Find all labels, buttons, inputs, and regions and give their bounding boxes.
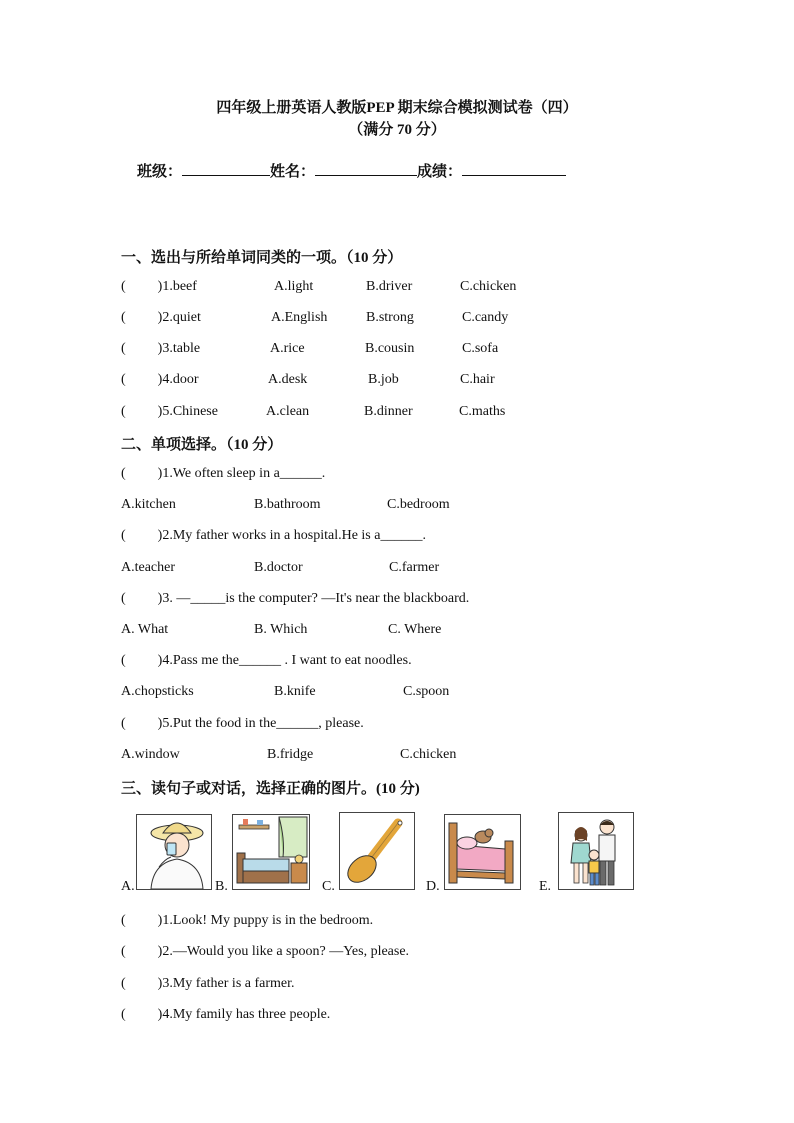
s2-q3 [121,591,469,607]
option-b[interactable]: B. Which [254,622,308,637]
answer-paren-close: ) [157,913,163,928]
answer-paren-open[interactable]: ( [121,653,126,668]
question-word: 4.door [162,372,199,387]
name-label: 姓名： [270,164,316,180]
s3-q3 [121,976,295,992]
answer-paren-close: ) [157,944,163,959]
s1-q2 [121,310,201,326]
option-b[interactable]: B.knife [274,684,316,699]
picture-spoon[interactable] [339,812,415,890]
option-a[interactable]: A. What [121,622,169,637]
s2-q1 [121,466,325,482]
s2-q4 [121,653,412,669]
option-a[interactable]: A.rice [270,341,305,356]
bedroom-icon [233,815,309,889]
score-label: 成绩： [417,164,463,180]
answer-paren-open[interactable]: ( [121,404,126,419]
section3-heading: 三、读句子或对话，选择正确的图片。(10 分) [121,781,420,797]
answer-paren-open[interactable]: ( [121,310,126,325]
option-c[interactable]: C.maths [459,404,506,419]
option-c[interactable]: C.spoon [403,684,450,699]
family-of-three-icon [559,813,633,889]
s1-q1 [121,279,197,295]
question-word: 5.Chinese [162,404,218,419]
question-text: 1.Look! My puppy is in the bedroom. [162,913,374,928]
picture-label-d: D. [426,879,440,894]
option-b[interactable]: B.job [368,372,399,387]
option-c[interactable]: C.bedroom [387,497,450,512]
answer-paren-open[interactable]: ( [121,913,126,928]
answer-paren-close: ) [157,372,163,387]
option-c[interactable]: C.chicken [400,747,457,762]
question-text: 5.Put the food in the______, please. [162,716,364,731]
option-c[interactable]: C.sofa [462,341,499,356]
class-blank[interactable] [182,161,270,176]
option-a[interactable]: A.desk [268,372,308,387]
option-a[interactable]: A.English [271,310,328,325]
full-score: （满分 70 分） [348,122,446,138]
s1-q3 [121,341,200,357]
option-b[interactable]: B.bathroom [254,497,321,512]
answer-paren-open[interactable]: ( [121,372,126,387]
option-a[interactable]: A.kitchen [121,497,176,512]
answer-paren-close: ) [157,279,163,294]
answer-paren-open[interactable]: ( [121,944,126,959]
spoon-icon [340,813,414,889]
s3-q4 [121,1007,330,1023]
score-blank[interactable] [462,161,566,176]
s2-q2 [121,528,426,544]
option-a[interactable]: A.light [274,279,314,294]
picture-label-a: A. [121,879,135,894]
answer-paren-open[interactable]: ( [121,528,126,543]
picture-label-e: E. [539,879,552,894]
option-c[interactable]: C.chicken [460,279,517,294]
answer-paren-close: ) [157,716,163,731]
s3-q1 [121,913,373,929]
option-c[interactable]: C.candy [462,310,509,325]
answer-paren-open[interactable]: ( [121,976,126,991]
answer-paren-close: ) [157,1007,163,1022]
section1-heading: 一、选出与所给单词同类的一项。（10 分） [121,250,403,266]
section2-heading: 二、单项选择。（10 分） [121,437,283,453]
s1-q4 [121,372,199,388]
question-text: 3. —_____is the computer? —It's near the blackboard. [162,591,470,606]
student-info-row [137,160,566,181]
option-c[interactable]: C.hair [460,372,495,387]
picture-label-c: C. [322,879,335,894]
answer-paren-close: ) [157,653,163,668]
answer-paren-open[interactable]: ( [121,466,126,481]
page-title: 四年级上册英语人教版PEP 期末综合模拟测试卷（四） [216,100,578,116]
question-text: 4.Pass me the______ . I want to eat noodles. [162,653,412,668]
option-b[interactable]: B.dinner [364,404,413,419]
answer-paren-close: ) [157,404,163,419]
answer-paren-close: ) [157,528,163,543]
question-text: 4.My family has three people. [162,1007,331,1022]
question-text: 1.We often sleep in a______. [162,466,326,481]
answer-paren-close: ) [157,466,163,481]
option-a[interactable]: A.clean [266,404,310,419]
bed-with-puppy-icon [445,815,520,889]
question-text: 3.My father is a farmer. [162,976,295,991]
answer-paren-open[interactable]: ( [121,716,126,731]
option-a[interactable]: A.chopsticks [121,684,194,699]
picture-family[interactable] [558,812,634,890]
s1-q5 [121,404,218,420]
farmer-drinking-icon [137,815,211,889]
option-a[interactable]: A.teacher [121,560,176,575]
question-word: 3.table [162,341,201,356]
answer-paren-close: ) [157,310,163,325]
picture-label-b: B. [215,879,228,894]
question-word: 1.beef [162,279,197,294]
question-text: 2.My father works in a hospital.He is a______. [162,528,426,543]
option-b[interactable]: B.doctor [254,560,303,575]
answer-paren-close: ) [157,341,163,356]
s2-q5 [121,716,364,732]
s3-q2 [121,944,409,960]
question-word: 2.quiet [162,310,201,325]
answer-paren-open[interactable]: ( [121,341,126,356]
picture-bedroom[interactable] [232,814,310,890]
picture-pink-bed[interactable] [444,814,521,890]
option-b[interactable]: B.driver [366,279,413,294]
option-c[interactable]: C.farmer [389,560,440,575]
answer-paren-open[interactable]: ( [121,591,126,606]
option-b[interactable]: B.cousin [365,341,415,356]
name-blank[interactable] [315,161,417,176]
picture-man-drinking[interactable] [136,814,212,890]
answer-paren-open[interactable]: ( [121,279,126,294]
answer-paren-close: ) [157,591,163,606]
class-label: 班级： [137,164,183,180]
question-text: 2.—Would you like a spoon? —Yes, please. [162,944,410,959]
answer-paren-open[interactable]: ( [121,1007,126,1022]
option-b[interactable]: B.strong [366,310,414,325]
option-b[interactable]: B.fridge [267,747,314,762]
answer-paren-close: ) [157,976,163,991]
option-a[interactable]: A.window [121,747,180,762]
option-c[interactable]: C. Where [388,622,442,637]
